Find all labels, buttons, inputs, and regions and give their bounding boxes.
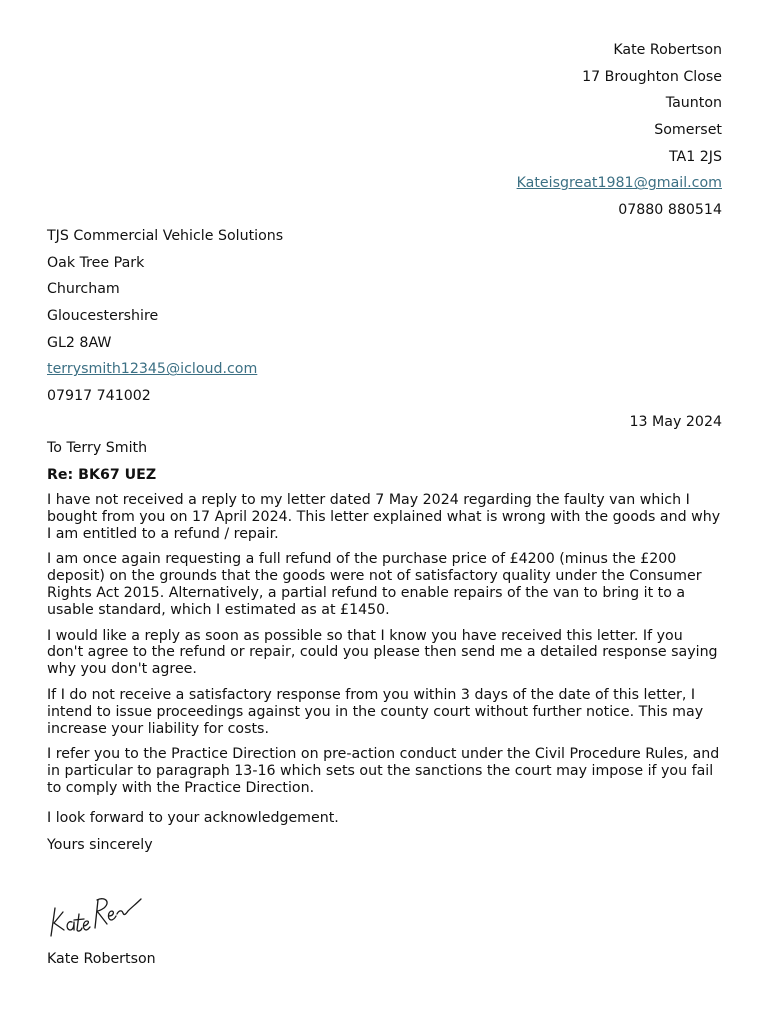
recipient-county: Gloucestershire [47,308,159,325]
recipient-company: TJS Commercial Vehicle Solutions [47,228,284,244]
sender-name: Kate Robertson [613,42,722,58]
recipient-email-link[interactable]: terrysmith12345@icloud.com [47,361,258,378]
closing-line: I look forward to your acknowledgement. [47,810,339,826]
sender-email-link[interactable]: Kateisgreat1981@gmail.com [516,175,722,192]
body-paragraph: I would like a reply as soon as possible so that I know you have received this letter. If you don't agree to the refund or repair, could you please then send me a detailed response saying why you don't agree. [47,627,718,678]
sender-postcode: TA1 2JS [668,148,722,165]
sender-street: 17 Broughton Close [582,68,722,85]
body-paragraph: I am once again requesting a full refund of the purchase price of £4200 (minus the £200 deposit) on the grounds that the goods were not of satisfactory quality under the Consumer Rights Act 2015. Alternatively, a partial refund to enable repairs of the van to bring it to a usable standard, which I estimated as at £1450. [47,551,702,618]
letter-date: 13 May 2024 [629,414,722,430]
sender-address-block [517,40,722,227]
body-paragraph: I refer you to the Practice Direction on pre-action conduct under the Civil Procedure Rules, and in particular to paragraph 13-16 which sets out the sanctions the court may impose if you fail to comply with the Practice Direction. [47,746,720,796]
signatory-name: Kate Robertson [47,951,156,967]
recipient-street: Oak Tree Park [47,254,145,271]
letter-page [47,0,722,1024]
signoff: Yours sincerely [47,837,153,853]
signature-image [47,886,143,942]
body-paragraph: If I do not receive a satisfactory response from you within 3 days of the date of this letter, I intend to issue proceedings against you in the county court without further notice. This may increase your liability for costs. [47,686,704,737]
sender-phone: 07880 880514 [618,202,722,219]
sender-county: Somerset [654,122,722,139]
body-paragraph: I have not received a reply to my letter dated 7 May 2024 regarding the faulty van which I bought from you on 17 April 2024. This letter explained what is wrong with the goods and why I am entitled to a refund / repair. [47,492,721,542]
subject-line: Re: BK67 UEZ [47,467,157,483]
handwritten-signature [47,886,143,942]
sender-town: Taunton [665,95,722,112]
letter-body [47,492,722,806]
recipient-postcode: GL2 8AW [47,334,112,351]
recipient-address-block [47,226,283,413]
salutation: To Terry Smith [47,440,148,456]
recipient-phone: 07917 741002 [47,388,151,405]
recipient-town: Churcham [47,281,120,298]
